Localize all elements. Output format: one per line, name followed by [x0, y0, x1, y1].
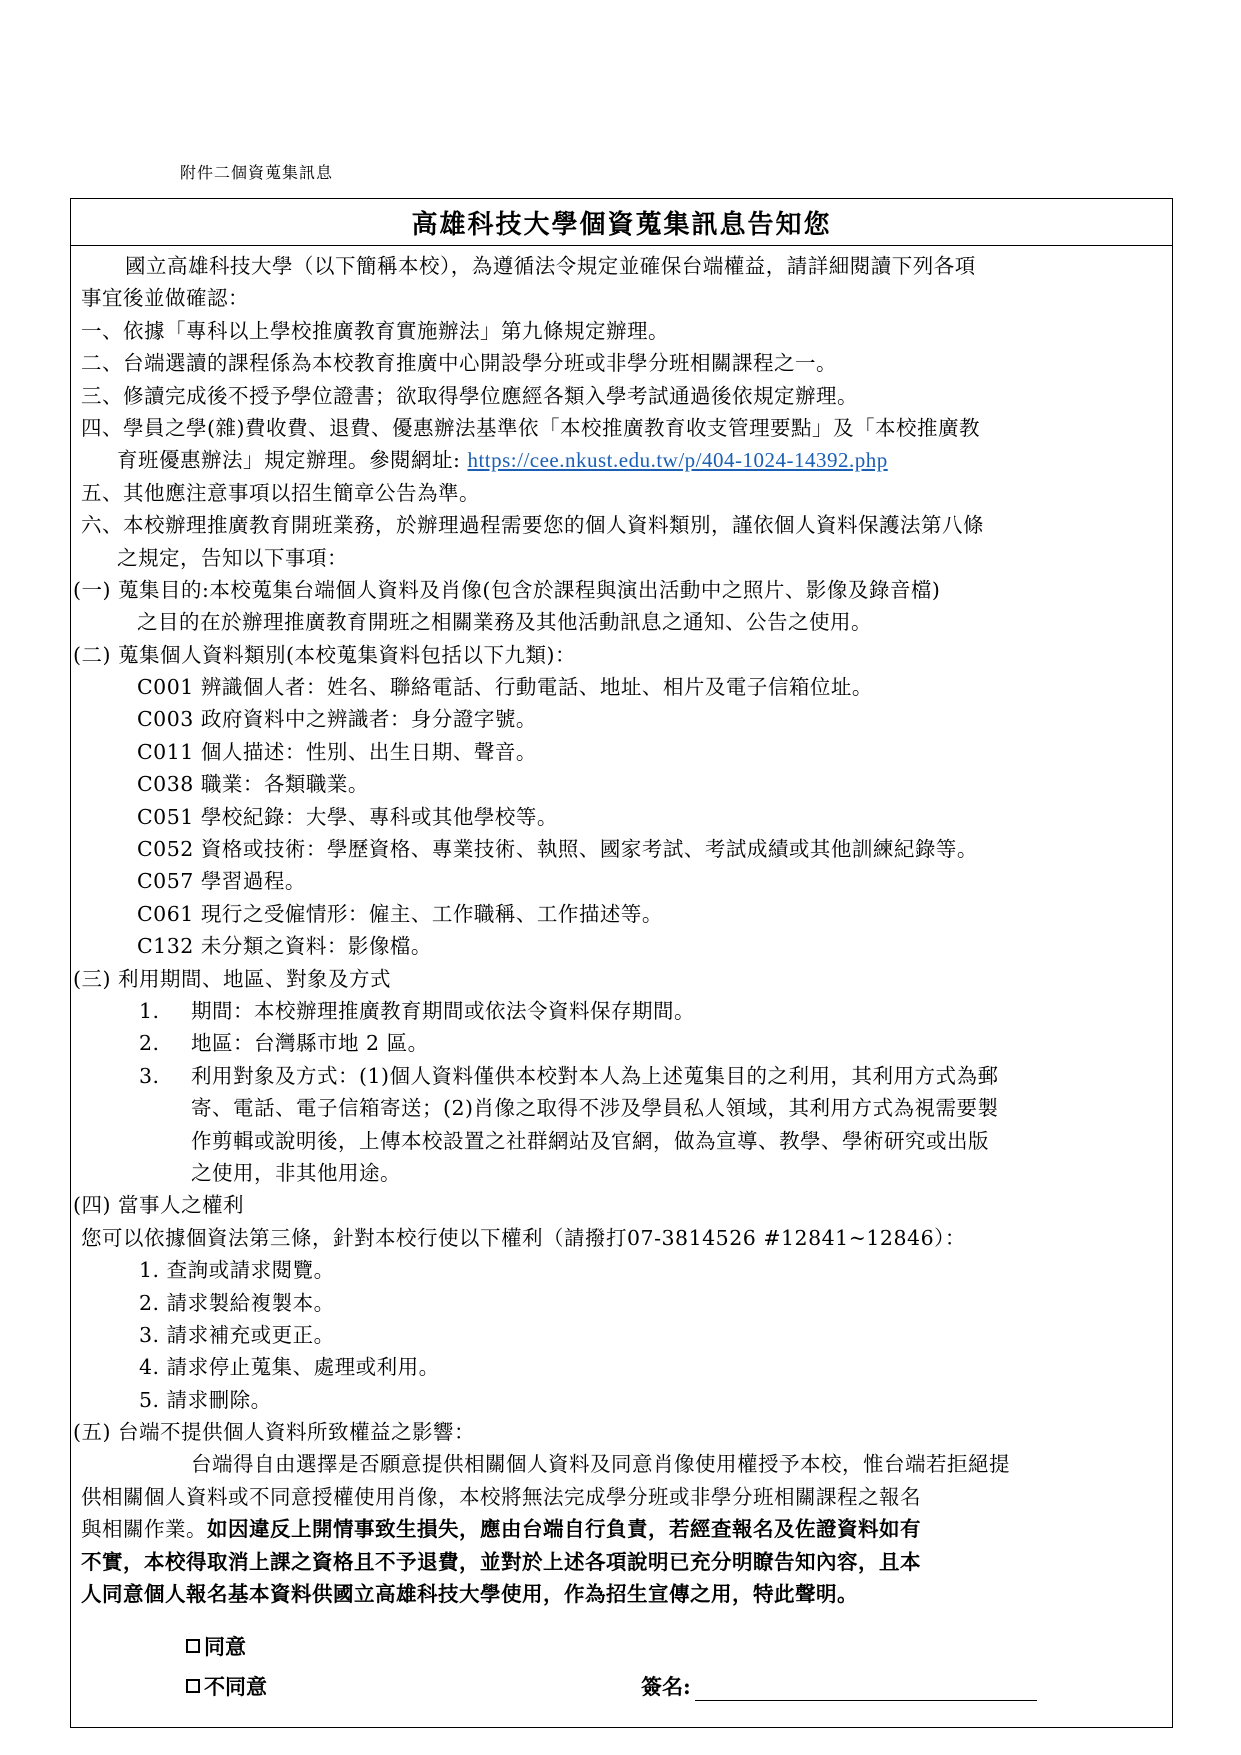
use-method-text: 利用對象及方式：(1)個人資料僅供本校對本人為上述蒐集目的之利用，其利用方式為郵 [191, 1063, 999, 1088]
item-5: 五、其他應注意事項以招生簡章公告為準。 [81, 480, 480, 505]
section-2-heading: (二) 蒐集個人資料類別(本校蒐集資料包括以下九類)： [73, 642, 577, 667]
item-1: 一、依據「專科以上學校推廣教育實施辦法」第九條規定辦理。 [81, 318, 669, 343]
code-c051: C051 學校紀錄：大學、專科或其他學校等。 [137, 804, 558, 829]
item-6-line-1: 六、本校辦理推廣教育開班業務，於辦理過程需要您的個人資料類別，謹依個人資料保護法第八條 [81, 513, 984, 538]
use-method [81, 1060, 1162, 1092]
use-method-line-2: 寄、電話、電子信箱寄送；(2)肖像之取得不涉及學員私人領域，其利用方式為視需要製 [191, 1096, 999, 1121]
agree-option[interactable] [186, 1631, 246, 1661]
item-6-line-2: 之規定，告知以下事項： [117, 545, 348, 570]
notice-frame [70, 198, 1173, 1728]
code-c003: C003 政府資料中之辨識者：身分證字號。 [137, 707, 537, 732]
use-region-number: 2. [139, 1031, 160, 1056]
section-5-line-1: 台端得自由選擇是否願意提供相關個人資料及同意肖像使用權授予本校，惟台端若拒絕提 [191, 1452, 1010, 1477]
use-region-text: 地區：台灣縣市地 2 區。 [191, 1031, 429, 1056]
code-c057: C057 學習過程。 [137, 869, 306, 894]
section-1-line-1: (一) 蒐集目的:本校蒐集台端個人資料及肖像(包含於課程與演出活動中之照片、影像及錄音檔) [73, 577, 941, 602]
item-4-line-2 [81, 444, 1162, 476]
item-3: 三、修讀完成後不授予學位證書；欲取得學位應經各類入學考試通過後依規定辦理。 [81, 383, 858, 408]
use-method-line-3: 作剪輯或說明後，上傳本校設置之社群網站及官網，做為宣導、教學、學術研究或出版 [191, 1128, 989, 1153]
item-4-line-1: 四、學員之學(雜)費收費、退費、優惠辦法基準依「本校推廣教育收支管理要點」及「本校推廣教 [81, 415, 980, 440]
item-4-text: 育班優惠辦法」規定辦理。參閱網址: [117, 448, 468, 473]
section-5-line-4: 不實，本校得取消上課之資格且不予退費，並對於上述各項說明已充分明瞭告知內容，且本 [81, 1549, 921, 1574]
right-1: 1. 查詢或請求閱覽。 [139, 1258, 335, 1283]
agree-checkbox[interactable] [186, 1639, 200, 1653]
code-c052: C052 資格或技術：學歷資格、專業技術、執照、國家考試、考試成績或其他訓練紀錄等。 [137, 837, 978, 862]
use-period [81, 995, 1162, 1027]
item-2: 二、台端選讀的課程係為本校教育推廣中心開設學分班或非學分班相關課程之一。 [81, 351, 837, 376]
code-c132: C132 未分類之資料：影像檔。 [137, 934, 432, 959]
right-2: 2. 請求製給複製本。 [139, 1290, 335, 1315]
use-region [81, 1027, 1162, 1059]
signature-label: 簽名: [641, 1674, 691, 1699]
intro-line-2: 事宜後並做確認： [81, 286, 249, 311]
right-4: 4. 請求停止蒐集、處理或利用。 [139, 1355, 440, 1380]
attachment-note: 附件二個資蒐集訊息 [180, 163, 334, 182]
rights-intro: 您可以依據個資法第三條，針對本校行使以下權利（請撥打07-3814526 #12841~12846）： [81, 1225, 966, 1250]
agree-label: 同意 [204, 1634, 246, 1659]
disagree-checkbox[interactable] [186, 1679, 200, 1693]
section-5-line-2: 供相關個人資料或不同意授權使用肖像，本校將無法完成學分班或非學分班相關課程之報名 [81, 1484, 921, 1509]
use-method-number: 3. [139, 1063, 160, 1088]
use-method-line-4: 之使用，非其他用途。 [191, 1160, 401, 1185]
section-5-line-5: 人同意個人報名基本資料供國立高雄科技大學使用，作為招生宣傳之用，特此聲明。 [81, 1582, 858, 1607]
notice-content [71, 246, 1172, 1610]
section-5-heading: (五) 台端不提供個人資料所致權益之影響： [73, 1420, 476, 1445]
section-5-line-3-normal: 與相關作業。 [81, 1517, 207, 1542]
use-period-text: 期間：本校辦理推廣教育期間或依法令資料保存期間。 [191, 998, 695, 1023]
section-5-line-3 [81, 1513, 1162, 1545]
right-3: 3. 請求補充或更正。 [139, 1322, 335, 1347]
section-3-heading: (三) 利用期間、地區、對象及方式 [73, 966, 392, 991]
notice-title: 高雄科技大學個資蒐集訊息告知您 [71, 199, 1172, 246]
fee-policy-link[interactable]: https://cee.nkust.edu.tw/p/404-1024-14392.php [467, 448, 888, 473]
code-c061: C061 現行之受僱情形：僱主、工作職稱、工作描述等。 [137, 901, 663, 926]
section-1-line-2: 之目的在於辦理推廣教育開班之相關業務及其他活動訊息之通知、公告之使用。 [137, 610, 872, 635]
section-5-line-3-bold: 如因違反上開情事致生損失，應由台端自行負責，若經查報名及佐證資料如有 [207, 1517, 921, 1542]
code-c001: C001 辨識個人者：姓名、聯絡電話、行動電話、地址、相片及電子信箱位址。 [137, 675, 873, 700]
signature-line[interactable] [695, 1676, 1037, 1701]
sign-row [171, 1671, 1171, 1701]
code-c038: C038 職業：各類職業。 [137, 772, 369, 797]
disagree-label: 不同意 [204, 1674, 267, 1699]
use-period-number: 1. [139, 998, 160, 1023]
signature-field[interactable] [641, 1671, 1037, 1701]
intro-line-1: 國立高雄科技大學（以下簡稱本校），為遵循法令規定並確保台端權益，請詳細閱讀下列各項 [125, 254, 976, 278]
code-c011: C011 個人描述：性別、出生日期、聲音。 [137, 739, 537, 764]
right-5: 5. 請求刪除。 [139, 1387, 272, 1412]
section-4-heading: (四) 當事人之權利 [73, 1193, 245, 1218]
